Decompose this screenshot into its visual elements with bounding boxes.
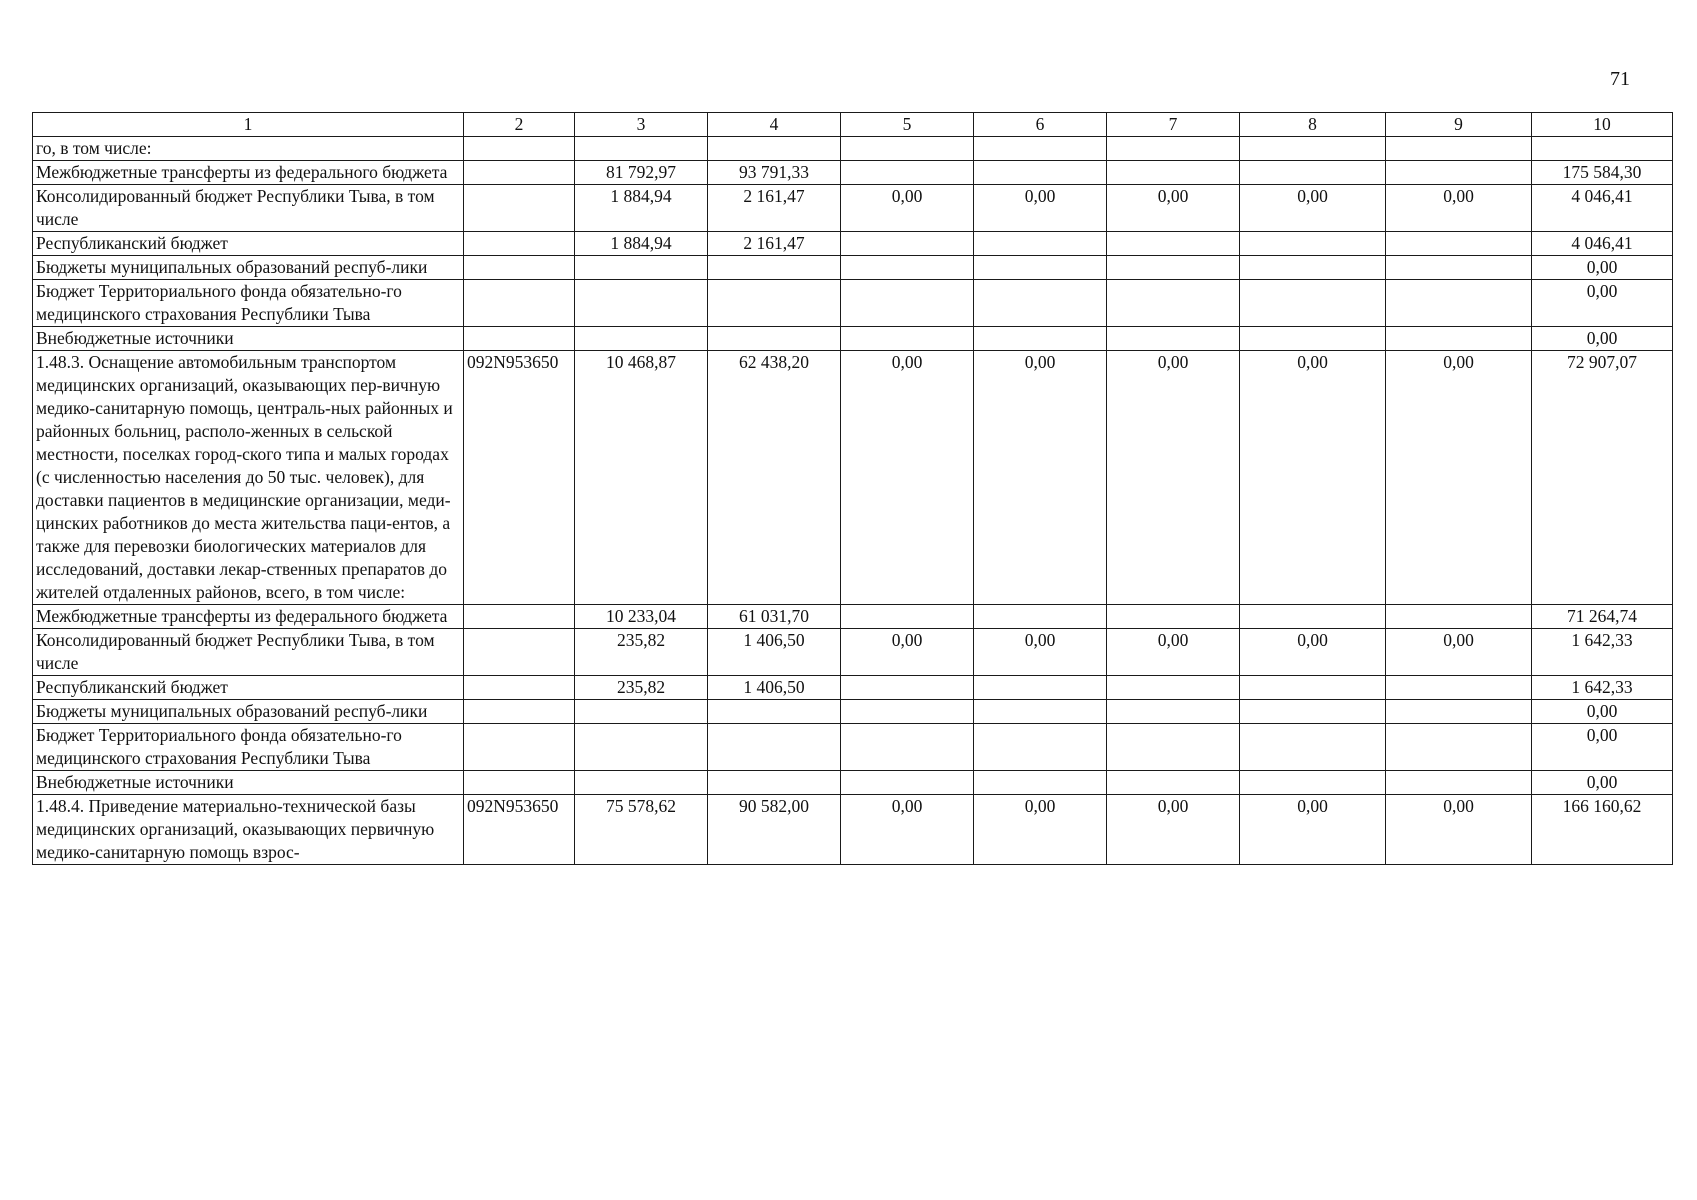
- header-cell: 6: [974, 113, 1107, 137]
- header-cell: 8: [1240, 113, 1386, 137]
- value-cell: [1240, 327, 1386, 351]
- table-row: [33, 185, 1673, 232]
- value-cell: 0,00: [841, 185, 974, 232]
- value-cell: [1386, 771, 1532, 795]
- value-cell: 0,00: [841, 795, 974, 865]
- row-label: Республиканский бюджет: [33, 232, 464, 256]
- value-cell: 4 046,41: [1532, 232, 1673, 256]
- header-cell: 2: [464, 113, 575, 137]
- value-cell: 90 582,00: [708, 795, 841, 865]
- value-cell: [1240, 232, 1386, 256]
- value-cell: [841, 256, 974, 280]
- value-cell: [1240, 676, 1386, 700]
- value-cell: [974, 256, 1107, 280]
- value-cell: 0,00: [1107, 351, 1240, 605]
- budget-code-cell: [464, 771, 575, 795]
- value-cell: 0,00: [1386, 629, 1532, 676]
- value-cell: [575, 700, 708, 724]
- value-cell: 0,00: [1107, 185, 1240, 232]
- header-cell: 1: [33, 113, 464, 137]
- value-cell: [974, 137, 1107, 161]
- value-cell: [708, 137, 841, 161]
- value-cell: 235,82: [575, 629, 708, 676]
- value-cell: 0,00: [974, 185, 1107, 232]
- value-cell: [841, 161, 974, 185]
- value-cell: 0,00: [1240, 351, 1386, 605]
- row-label: Бюджет Территориального фонда обязательно-го медицинского страхования Республики Тыва: [33, 724, 464, 771]
- value-cell: [841, 327, 974, 351]
- value-cell: 0,00: [1386, 351, 1532, 605]
- header-cell: 3: [575, 113, 708, 137]
- value-cell: [974, 700, 1107, 724]
- table-row: [33, 232, 1673, 256]
- value-cell: [974, 232, 1107, 256]
- header-cell: 9: [1386, 113, 1532, 137]
- budget-code-cell: [464, 724, 575, 771]
- value-cell: [708, 280, 841, 327]
- budget-code-cell: [464, 185, 575, 232]
- value-cell: [841, 280, 974, 327]
- value-cell: [1107, 724, 1240, 771]
- value-cell: [1107, 161, 1240, 185]
- budget-code-cell: [464, 256, 575, 280]
- row-label: Внебюджетные источники: [33, 327, 464, 351]
- budget-table: [32, 112, 1673, 865]
- value-cell: [1240, 605, 1386, 629]
- value-cell: 0,00: [1107, 629, 1240, 676]
- value-cell: [1386, 327, 1532, 351]
- value-cell: [1107, 676, 1240, 700]
- value-cell: [1240, 256, 1386, 280]
- value-cell: 1 406,50: [708, 629, 841, 676]
- value-cell: [841, 137, 974, 161]
- value-cell: [708, 771, 841, 795]
- header-cell: 10: [1532, 113, 1673, 137]
- value-cell: [1386, 161, 1532, 185]
- row-label: Консолидированный бюджет Республики Тыва, в том числе: [33, 629, 464, 676]
- value-cell: 0,00: [974, 351, 1107, 605]
- budget-code-cell: [464, 137, 575, 161]
- table-row: [33, 771, 1673, 795]
- header-cell: 5: [841, 113, 974, 137]
- value-cell: [1107, 137, 1240, 161]
- value-cell: 175 584,30: [1532, 161, 1673, 185]
- row-label: Консолидированный бюджет Республики Тыва, в том числе: [33, 185, 464, 232]
- page-number: 71: [1610, 68, 1630, 90]
- value-cell: 1 406,50: [708, 676, 841, 700]
- value-cell: 1 642,33: [1532, 676, 1673, 700]
- value-cell: [974, 161, 1107, 185]
- table-row: [33, 724, 1673, 771]
- value-cell: 72 907,07: [1532, 351, 1673, 605]
- value-cell: [575, 256, 708, 280]
- budget-code-cell: [464, 327, 575, 351]
- value-cell: 0,00: [1532, 256, 1673, 280]
- value-cell: [1107, 280, 1240, 327]
- value-cell: 0,00: [1532, 280, 1673, 327]
- value-cell: [841, 724, 974, 771]
- value-cell: [1532, 137, 1673, 161]
- budget-code-cell: 092N953650: [464, 351, 575, 605]
- value-cell: 0,00: [1532, 771, 1673, 795]
- value-cell: [1240, 280, 1386, 327]
- value-cell: [1240, 137, 1386, 161]
- value-cell: 0,00: [1240, 629, 1386, 676]
- value-cell: 235,82: [575, 676, 708, 700]
- row-label: Бюджеты муниципальных образований респуб-лики: [33, 256, 464, 280]
- value-cell: 10 468,87: [575, 351, 708, 605]
- value-cell: [1386, 256, 1532, 280]
- value-cell: 0,00: [974, 795, 1107, 865]
- value-cell: [708, 700, 841, 724]
- header-row: [33, 113, 1673, 137]
- table-row: [33, 605, 1673, 629]
- value-cell: 0,00: [1240, 185, 1386, 232]
- value-cell: [1107, 700, 1240, 724]
- value-cell: 93 791,33: [708, 161, 841, 185]
- table-row: [33, 256, 1673, 280]
- value-cell: 0,00: [1240, 795, 1386, 865]
- value-cell: [1107, 232, 1240, 256]
- budget-code-cell: [464, 676, 575, 700]
- budget-code-cell: [464, 232, 575, 256]
- value-cell: 4 046,41: [1532, 185, 1673, 232]
- budget-code-cell: 092N953650: [464, 795, 575, 865]
- value-cell: 0,00: [1532, 700, 1673, 724]
- table-row: [33, 137, 1673, 161]
- value-cell: 75 578,62: [575, 795, 708, 865]
- table-row: [33, 676, 1673, 700]
- budget-code-cell: [464, 700, 575, 724]
- table-row: [33, 280, 1673, 327]
- value-cell: [974, 327, 1107, 351]
- row-label: Бюджет Территориального фонда обязательно-го медицинского страхования Республики Тыва: [33, 280, 464, 327]
- row-label: 1.48.3. Оснащение автомобильным транспортом медицинских организаций, оказывающих пер-вичную медико-санитарную помощь, централь-ных районных и районных больниц, располо-женных в сельской местности, поселках город-ского типа и малых городах (с численностью населения до 50 тыс. человек), для доставки пациентов в медицинские организации, меди-цинских работников до места жительства паци-ентов, а также для перевозки биологических материалов для исследований, доставки лекар-ственных препаратов до жителей отдаленных районов, всего, в том числе:: [33, 351, 464, 605]
- table-row: [33, 351, 1673, 605]
- value-cell: 1 884,94: [575, 185, 708, 232]
- value-cell: 0,00: [1386, 795, 1532, 865]
- table-row: [33, 161, 1673, 185]
- value-cell: [1107, 771, 1240, 795]
- value-cell: [1386, 137, 1532, 161]
- value-cell: [575, 280, 708, 327]
- value-cell: 0,00: [1386, 185, 1532, 232]
- value-cell: [1240, 161, 1386, 185]
- value-cell: 1 884,94: [575, 232, 708, 256]
- value-cell: [974, 724, 1107, 771]
- value-cell: [575, 137, 708, 161]
- table-row: [33, 327, 1673, 351]
- row-label: Республиканский бюджет: [33, 676, 464, 700]
- value-cell: [1386, 700, 1532, 724]
- value-cell: [841, 232, 974, 256]
- value-cell: [1240, 700, 1386, 724]
- value-cell: [841, 676, 974, 700]
- value-cell: 61 031,70: [708, 605, 841, 629]
- table-row: [33, 700, 1673, 724]
- value-cell: 0,00: [1107, 795, 1240, 865]
- value-cell: [974, 771, 1107, 795]
- row-label: Бюджеты муниципальных образований респуб-лики: [33, 700, 464, 724]
- value-cell: 0,00: [841, 351, 974, 605]
- value-cell: [708, 256, 841, 280]
- row-label: го, в том числе:: [33, 137, 464, 161]
- table-row: [33, 795, 1673, 865]
- header-cell: 7: [1107, 113, 1240, 137]
- value-cell: [1386, 676, 1532, 700]
- value-cell: [1386, 724, 1532, 771]
- table-body: [33, 113, 1673, 865]
- value-cell: [1240, 724, 1386, 771]
- value-cell: 0,00: [1532, 724, 1673, 771]
- value-cell: 0,00: [974, 629, 1107, 676]
- budget-code-cell: [464, 280, 575, 327]
- value-cell: 10 233,04: [575, 605, 708, 629]
- value-cell: 0,00: [841, 629, 974, 676]
- value-cell: 0,00: [1532, 327, 1673, 351]
- value-cell: [575, 724, 708, 771]
- value-cell: 62 438,20: [708, 351, 841, 605]
- value-cell: [1386, 232, 1532, 256]
- value-cell: [575, 771, 708, 795]
- row-label: 1.48.4. Приведение материально-технической базы медицинских организаций, оказывающих первичную медико-санитарную помощь взрос-: [33, 795, 464, 865]
- value-cell: [974, 280, 1107, 327]
- value-cell: 2 161,47: [708, 185, 841, 232]
- value-cell: 71 264,74: [1532, 605, 1673, 629]
- header-cell: 4: [708, 113, 841, 137]
- value-cell: [974, 605, 1107, 629]
- value-cell: [708, 327, 841, 351]
- budget-code-cell: [464, 629, 575, 676]
- value-cell: [1386, 280, 1532, 327]
- value-cell: 81 792,97: [575, 161, 708, 185]
- value-cell: [841, 605, 974, 629]
- value-cell: [841, 700, 974, 724]
- value-cell: [1107, 327, 1240, 351]
- value-cell: [1240, 771, 1386, 795]
- row-label: Межбюджетные трансферты из федерального бюджета: [33, 161, 464, 185]
- value-cell: [974, 676, 1107, 700]
- value-cell: 1 642,33: [1532, 629, 1673, 676]
- budget-code-cell: [464, 605, 575, 629]
- value-cell: [708, 724, 841, 771]
- value-cell: [1107, 256, 1240, 280]
- value-cell: [841, 771, 974, 795]
- row-label: Внебюджетные источники: [33, 771, 464, 795]
- value-cell: 2 161,47: [708, 232, 841, 256]
- table-row: [33, 629, 1673, 676]
- value-cell: [1386, 605, 1532, 629]
- budget-code-cell: [464, 161, 575, 185]
- value-cell: [575, 327, 708, 351]
- row-label: Межбюджетные трансферты из федерального бюджета: [33, 605, 464, 629]
- value-cell: [1107, 605, 1240, 629]
- value-cell: 166 160,62: [1532, 795, 1673, 865]
